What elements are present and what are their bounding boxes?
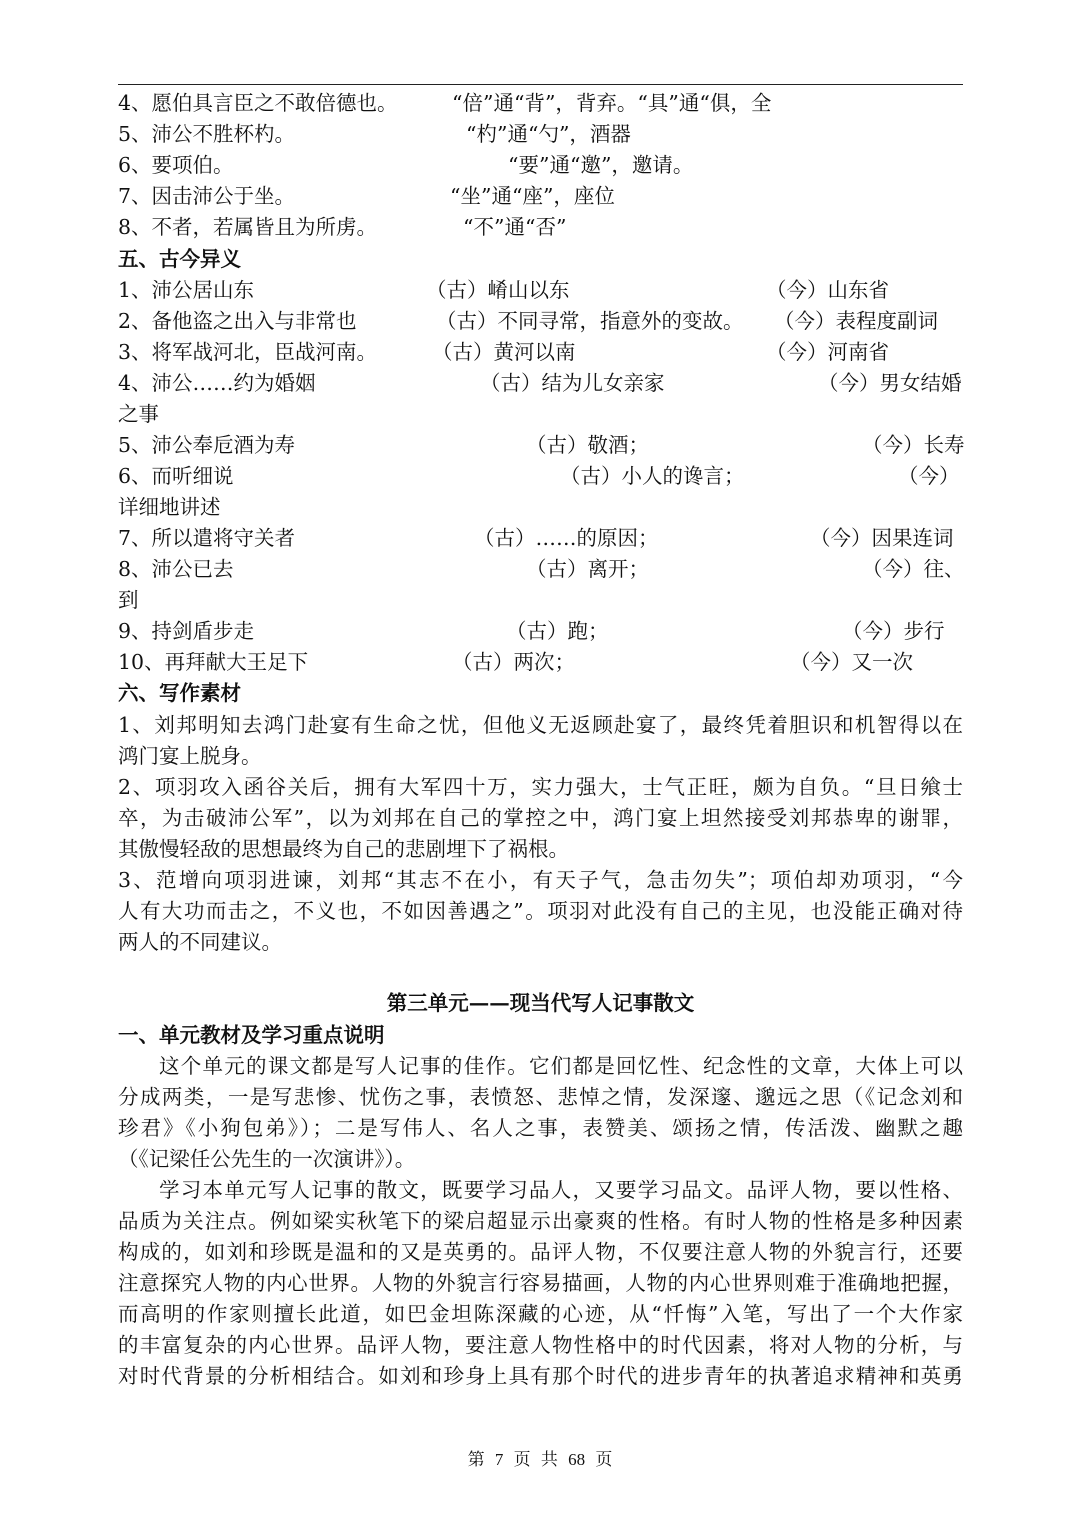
unit-p1-line: 分成两类，一是写悲惨、忧伤之事，表愤怒、悲悼之情，发深邃、邈远之思（《记念刘和: [118, 1085, 963, 1109]
sucai-p2-line: 2、项羽攻入函谷关后，拥有大军四十万，实力强大，士气正旺，颇为自负。“旦日飨士: [118, 775, 963, 799]
tongjia-note: “要”通“邀”，邀请。: [508, 153, 694, 177]
gujin-ancient: （古）离开；: [526, 557, 649, 581]
unit-title: 第三单元——现当代写人记事散文: [386, 991, 695, 1015]
gujin-modern-cont: 到: [118, 588, 139, 612]
unit-p1-line: 珍君》《小狗包弟》）；二是写伟人、名人之事，表赞美、颂扬之情，传活泼、幽默之趣: [118, 1116, 963, 1140]
gujin-sentence: 2、备他盗之出入与非常也: [118, 309, 357, 333]
gujin-row-8-cont: [118, 585, 963, 616]
sucai-p3-line: 人有大功而击之，不义也，不如因善遇之”。项羽对此没有自己的主见，也没能正确对待: [118, 899, 963, 923]
gujin-sentence: 7、所以遣将守关者: [118, 526, 296, 550]
gujin-row-10: [118, 647, 963, 678]
gujin-row-4-cont: [118, 399, 963, 430]
gujin-sentence: 8、沛公已去: [118, 557, 234, 581]
unit-p2-line: 对时代背景的分析相结合。如刘和珍身上具有那个时代的进步青年的执著追求精神和英勇: [118, 1364, 963, 1388]
tongjia-row-6: [118, 150, 963, 181]
gujin-row-6-cont: [118, 492, 963, 523]
gujin-ancient: （古）结为儿女亲家: [480, 371, 665, 395]
gujin-modern: （今）长寿: [862, 433, 965, 457]
gujin-modern: （今）又一次: [790, 650, 913, 674]
gujin-row-2: [118, 306, 963, 337]
gujin-ancient: （古）两次；: [452, 650, 575, 674]
gujin-row-1: [118, 275, 963, 306]
gujin-sentence: 5、沛公奉卮酒为寿: [118, 433, 296, 457]
tongjia-row-7: [118, 181, 963, 212]
gujin-modern-cont: 详细地讲述: [118, 495, 221, 519]
gujin-sentence: 4、沛公……约为婚姻: [118, 371, 316, 395]
gujin-row-3: [118, 337, 963, 368]
gujin-modern: （今）表程度副词: [774, 309, 938, 333]
tongjia-row-5: [118, 119, 963, 150]
sucai-p2-line: 其傲慢轻敌的思想最终为自己的悲剧埋下了祸根。: [118, 837, 569, 861]
gujin-ancient: （古）黄河以南: [432, 340, 576, 364]
gujin-ancient: （古）小人的谗言；: [560, 464, 745, 488]
section-heading-gujin: 五、古今异义: [118, 247, 241, 271]
gujin-modern: （今）往、: [862, 557, 965, 581]
tongjia-sentence: 6、要项伯。: [118, 153, 234, 177]
gujin-sentence: 9、持剑盾步走: [118, 619, 255, 643]
page-number: 第 7 页 共 68 页: [467, 1450, 613, 1469]
section-heading-unit-intro: 一、单元教材及学习重点说明: [118, 1023, 385, 1047]
gujin-sentence: 6、而听细说: [118, 464, 234, 488]
gujin-row-9: [118, 616, 963, 647]
tongjia-row-8: [118, 212, 963, 243]
tongjia-note: “杓”通“勺”，酒器: [466, 122, 631, 146]
sucai-p3-line: 两人的不同建议。: [118, 930, 282, 954]
gujin-modern: （今）山东省: [766, 278, 889, 302]
tongjia-note: “坐”通“座”，座位: [450, 184, 615, 208]
tongjia-sentence: 4、愿伯具言臣之不敢倍德也。: [118, 91, 398, 115]
tongjia-sentence: 7、因击沛公于坐。: [118, 184, 296, 208]
tongjia-note: “倍”通“背”，背弃。“具”通“俱，全: [452, 91, 772, 115]
gujin-ancient: （古）敬酒；: [526, 433, 649, 457]
gujin-row-6: [118, 461, 963, 492]
gujin-modern: （今）男女结婚: [818, 371, 962, 395]
gujin-sentence: 1、沛公居山东: [118, 278, 255, 302]
gujin-modern: （今）: [898, 464, 960, 488]
unit-p2-line: 而高明的作家则擅长此道，如巴金坦陈深藏的心迹，从“忏悔”入笔，写出了一个大作家: [118, 1302, 963, 1326]
gujin-ancient: （古）崤山以东: [426, 278, 570, 302]
gujin-row-8: [118, 554, 963, 585]
gujin-sentence: 10、再拜献大王足下: [118, 650, 309, 674]
gujin-row-5: [118, 430, 963, 461]
gujin-ancient: （古）跑；: [506, 619, 609, 643]
unit-p1-line: （《记梁任公先生的一次演讲》）。: [118, 1147, 416, 1171]
gujin-sentence: 3、将军战河北，臣战河南。: [118, 340, 378, 364]
sucai-p1-line: 鸿门宴上脱身。: [118, 744, 262, 768]
tongjia-sentence: 5、沛公不胜杯杓。: [118, 122, 296, 146]
section-heading-sucai: 六、写作素材: [118, 681, 241, 705]
unit-p1-line: 这个单元的课文都是写人记事的佳作。它们都是回忆性、纪念性的文章，大体上可以: [159, 1054, 963, 1078]
tongjia-row-4: [118, 88, 963, 119]
unit-p2-line: 的丰富复杂的内心世界。品评人物，要注意人物性格中的时代因素，将对人物的分析，与: [118, 1333, 963, 1357]
gujin-modern: （今）因果连词: [810, 526, 954, 550]
tongjia-note: “不”通“否”: [463, 215, 567, 239]
gujin-modern-cont: 之事: [118, 402, 159, 426]
tongjia-sentence: 8、不者，若属皆且为所虏。: [118, 215, 378, 239]
gujin-ancient: （古）不同寻常，指意外的变故。: [436, 309, 744, 333]
gujin-ancient: （古）……的原因；: [474, 526, 659, 550]
unit-p2-line: 品质为关注点。例如梁实秋笔下的梁启超显示出豪爽的性格。有时人物的性格是多种因素: [118, 1209, 963, 1233]
gujin-row-7: [118, 523, 963, 554]
unit-p2-line: 构成的，如刘和珍既是温和的又是英勇的。品评人物，不仅要注意人物的外貌言行，还要: [118, 1240, 963, 1264]
unit-p2-line: 注意探究人物的内心世界。人物的外貌言行容易描画，人物的内心世界则难于准确地把握，: [118, 1271, 963, 1295]
sucai-p1-line: 1、刘邦明知去鸿门赴宴有生命之忧，但他义无返顾赴宴了，最终凭着胆识和机智得以在: [118, 713, 963, 737]
gujin-modern: （今）河南省: [766, 340, 889, 364]
header-rule: [118, 84, 963, 85]
sucai-p3-line: 3、范增向项羽进谏，刘邦“其志不在小，有天子气，急击勿失”；项伯却劝项羽，“今: [118, 868, 963, 892]
sucai-p2-line: 卒，为击破沛公军”，以为刘邦在自己的掌控之中，鸿门宴上坦然接受刘邦恭卑的谢罪，: [118, 806, 963, 830]
gujin-row-4: [118, 368, 963, 399]
gujin-modern: （今）步行: [842, 619, 945, 643]
unit-p2-line: 学习本单元写人记事的散文，既要学习品人，又要学习品文。品评人物，要以性格、: [159, 1178, 963, 1202]
